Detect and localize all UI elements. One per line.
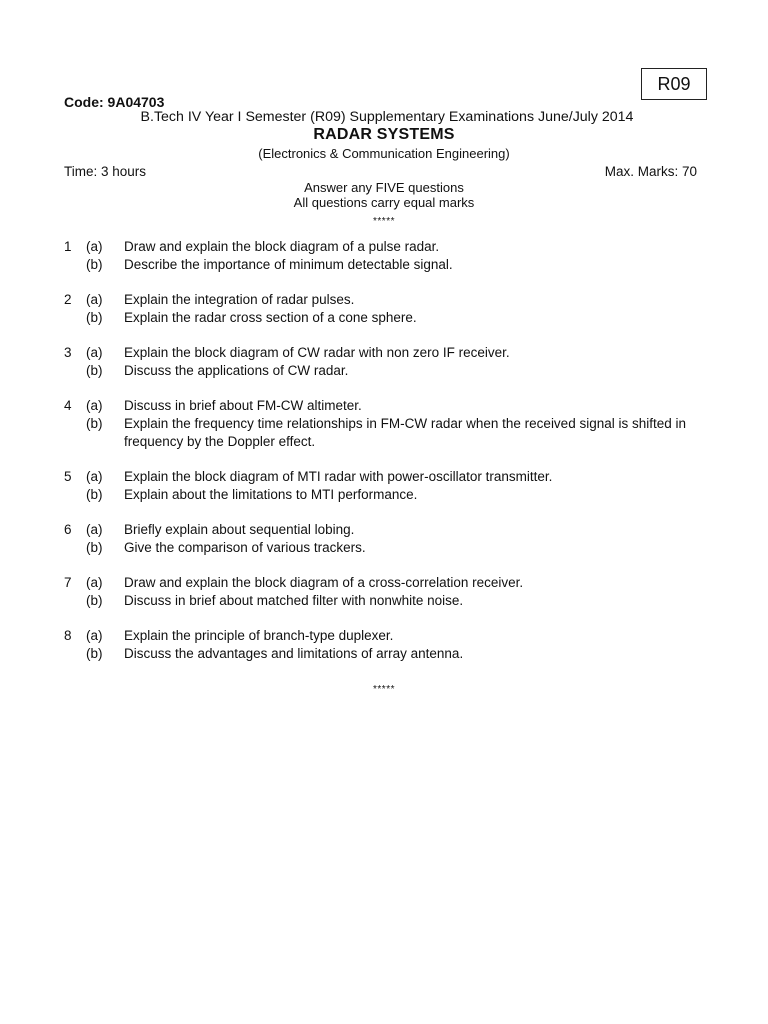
- question-part: [64, 627, 714, 645]
- question-part: [64, 344, 714, 362]
- question-number: 5: [64, 469, 72, 484]
- question-1: [64, 238, 714, 274]
- instruction-answer-five: Answer any FIVE questions: [304, 180, 464, 195]
- question-number: 2: [64, 292, 72, 307]
- paper-code: Code: 9A04703: [64, 94, 165, 110]
- part-label: (b): [86, 487, 103, 502]
- part-text: Discuss in brief about FM-CW altimeter.: [124, 398, 362, 413]
- part-label: (a): [86, 469, 103, 484]
- part-label: (b): [86, 540, 103, 555]
- part-text: Explain the block diagram of MTI radar with power-oscillator transmitter.: [124, 469, 553, 484]
- question-part: [64, 486, 714, 504]
- part-text: Discuss the advantages and limitations of array antenna.: [124, 646, 464, 661]
- part-text: Discuss the applications of CW radar.: [124, 363, 349, 378]
- part-text: Give the comparison of various trackers.: [124, 540, 366, 555]
- part-label: (a): [86, 398, 103, 413]
- question-number: 8: [64, 628, 72, 643]
- regulation-box: R09: [641, 68, 707, 100]
- exam-duration: Time: 3 hours: [64, 164, 147, 179]
- part-text: Explain about the limitations to MTI performance.: [124, 487, 418, 502]
- question-part: [64, 309, 714, 327]
- part-label: (a): [86, 575, 103, 590]
- question-part: [64, 645, 714, 663]
- part-label: (b): [86, 310, 103, 325]
- question-part: [64, 256, 714, 274]
- part-text: Explain the integration of radar pulses.: [124, 292, 355, 307]
- part-text: Draw and explain the block diagram of a pulse radar.: [124, 239, 440, 254]
- instruction-equal-marks: All questions carry equal marks: [293, 195, 475, 210]
- part-text: Explain the principle of branch-type duplexer.: [124, 628, 394, 643]
- part-label: (a): [86, 628, 103, 643]
- separator-top: *****: [373, 216, 395, 227]
- part-text: Briefly explain about sequential lobing.: [124, 522, 355, 537]
- question-part: [64, 521, 714, 539]
- exam-title: B.Tech IV Year I Semester (R09) Supplementary Examinations June/July 2014: [140, 109, 634, 125]
- question-number: 7: [64, 575, 72, 590]
- separator-bottom: *****: [373, 684, 395, 695]
- question-part: [64, 415, 714, 451]
- question-3: [64, 344, 714, 380]
- part-label: (b): [86, 593, 103, 608]
- question-number: 3: [64, 345, 72, 360]
- part-text: Explain the block diagram of CW radar with non zero IF receiver.: [124, 345, 510, 360]
- part-label: (a): [86, 522, 103, 537]
- question-part: [64, 539, 714, 557]
- question-8: [64, 627, 714, 663]
- question-4: [64, 397, 714, 451]
- question-list: [64, 238, 714, 680]
- part-label: (b): [86, 646, 103, 661]
- subject-title: RADAR SYSTEMS: [313, 126, 455, 143]
- part-text: Explain the radar cross section of a cone sphere.: [124, 310, 417, 325]
- part-label: (b): [86, 363, 103, 378]
- question-2: [64, 291, 714, 327]
- part-text: Draw and explain the block diagram of a cross-correlation receiver.: [124, 575, 524, 590]
- question-part: [64, 362, 714, 380]
- question-number: 6: [64, 522, 72, 537]
- part-text: Describe the importance of minimum detectable signal.: [124, 257, 453, 272]
- part-text: Explain the frequency time relationships in FM-CW radar when the received signal is shifted in frequency by the Doppler effect.: [124, 416, 687, 449]
- question-part: [64, 574, 714, 592]
- question-number: 1: [64, 239, 72, 254]
- question-part: [64, 238, 714, 256]
- question-part: [64, 291, 714, 309]
- question-6: [64, 521, 714, 557]
- question-number: 4: [64, 398, 72, 413]
- part-label: (a): [86, 345, 103, 360]
- question-part: [64, 468, 714, 486]
- part-label: (b): [86, 257, 103, 272]
- part-label: (a): [86, 239, 103, 254]
- branch-name: (Electronics & Communication Engineering): [258, 146, 510, 161]
- part-label: (a): [86, 292, 103, 307]
- part-text: Discuss in brief about matched filter with nonwhite noise.: [124, 593, 464, 608]
- max-marks: Max. Marks: 70: [604, 164, 697, 179]
- question-7: [64, 574, 714, 610]
- part-label: (b): [86, 416, 103, 431]
- question-part: [64, 592, 714, 610]
- question-part: [64, 397, 714, 415]
- question-5: [64, 468, 714, 504]
